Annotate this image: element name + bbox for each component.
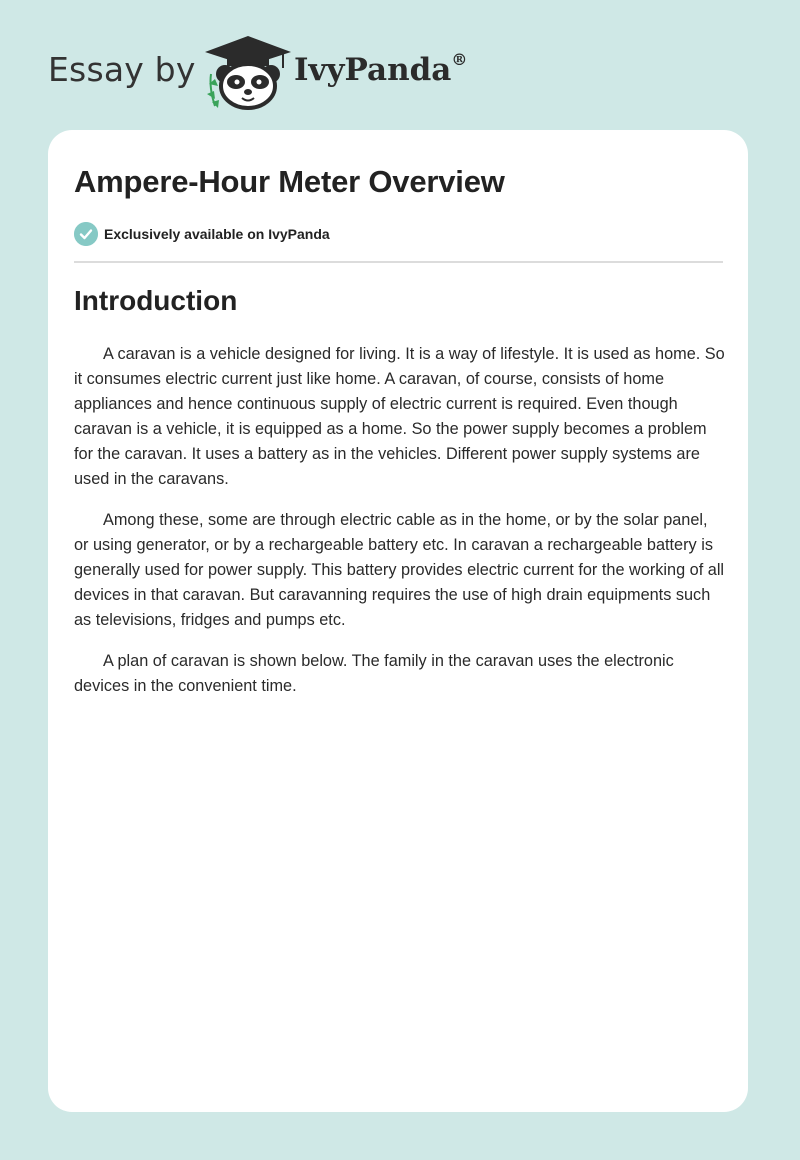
paragraph: A plan of caravan is shown below. The family in the caravan uses the electronic devices in the convenient time. bbox=[74, 652, 674, 695]
exclusive-badge bbox=[74, 222, 330, 246]
registered-mark: ® bbox=[451, 49, 468, 69]
paragraph: Among these, some are through electric cable as in the home, or by the solar panel, or using generator, or by a rechargeable battery etc. In caravan a rechargeable battery is generally used for power supply. This battery provides electric current for the working of all devices in that caravan. But caravanning requires the use of high drain equipments such as televisions, fridges and pumps etc. bbox=[74, 511, 725, 629]
divider bbox=[74, 261, 723, 263]
ivy-leaf-icon bbox=[207, 74, 219, 108]
panda-logo-icon[interactable] bbox=[203, 34, 293, 110]
essay-by-label: Essay by bbox=[48, 50, 196, 89]
site-header bbox=[48, 34, 548, 112]
page-title: Ampere-Hour Meter Overview bbox=[74, 164, 505, 199]
section-heading: Introduction bbox=[74, 285, 238, 316]
paragraph: A caravan is a vehicle designed for living. It is a way of lifestyle. It is used as home. So it consumes electric current just like home. A caravan, of course, consists of home appliances and hence continuous supply of electric current is required. Even though caravan is a vehicle, it is equipped as a home. So the power supply becomes a problem for the caravan. It uses a battery as in the vehicles. Different power supply systems are used in the caravans. bbox=[74, 345, 725, 488]
check-icon bbox=[74, 222, 98, 246]
brand-name[interactable] bbox=[294, 49, 468, 88]
body-text bbox=[74, 342, 726, 715]
badge-text: Exclusively available on IvyPanda bbox=[104, 226, 330, 242]
brand-name-text: IvyPanda bbox=[294, 52, 452, 88]
document-card bbox=[48, 130, 748, 1112]
